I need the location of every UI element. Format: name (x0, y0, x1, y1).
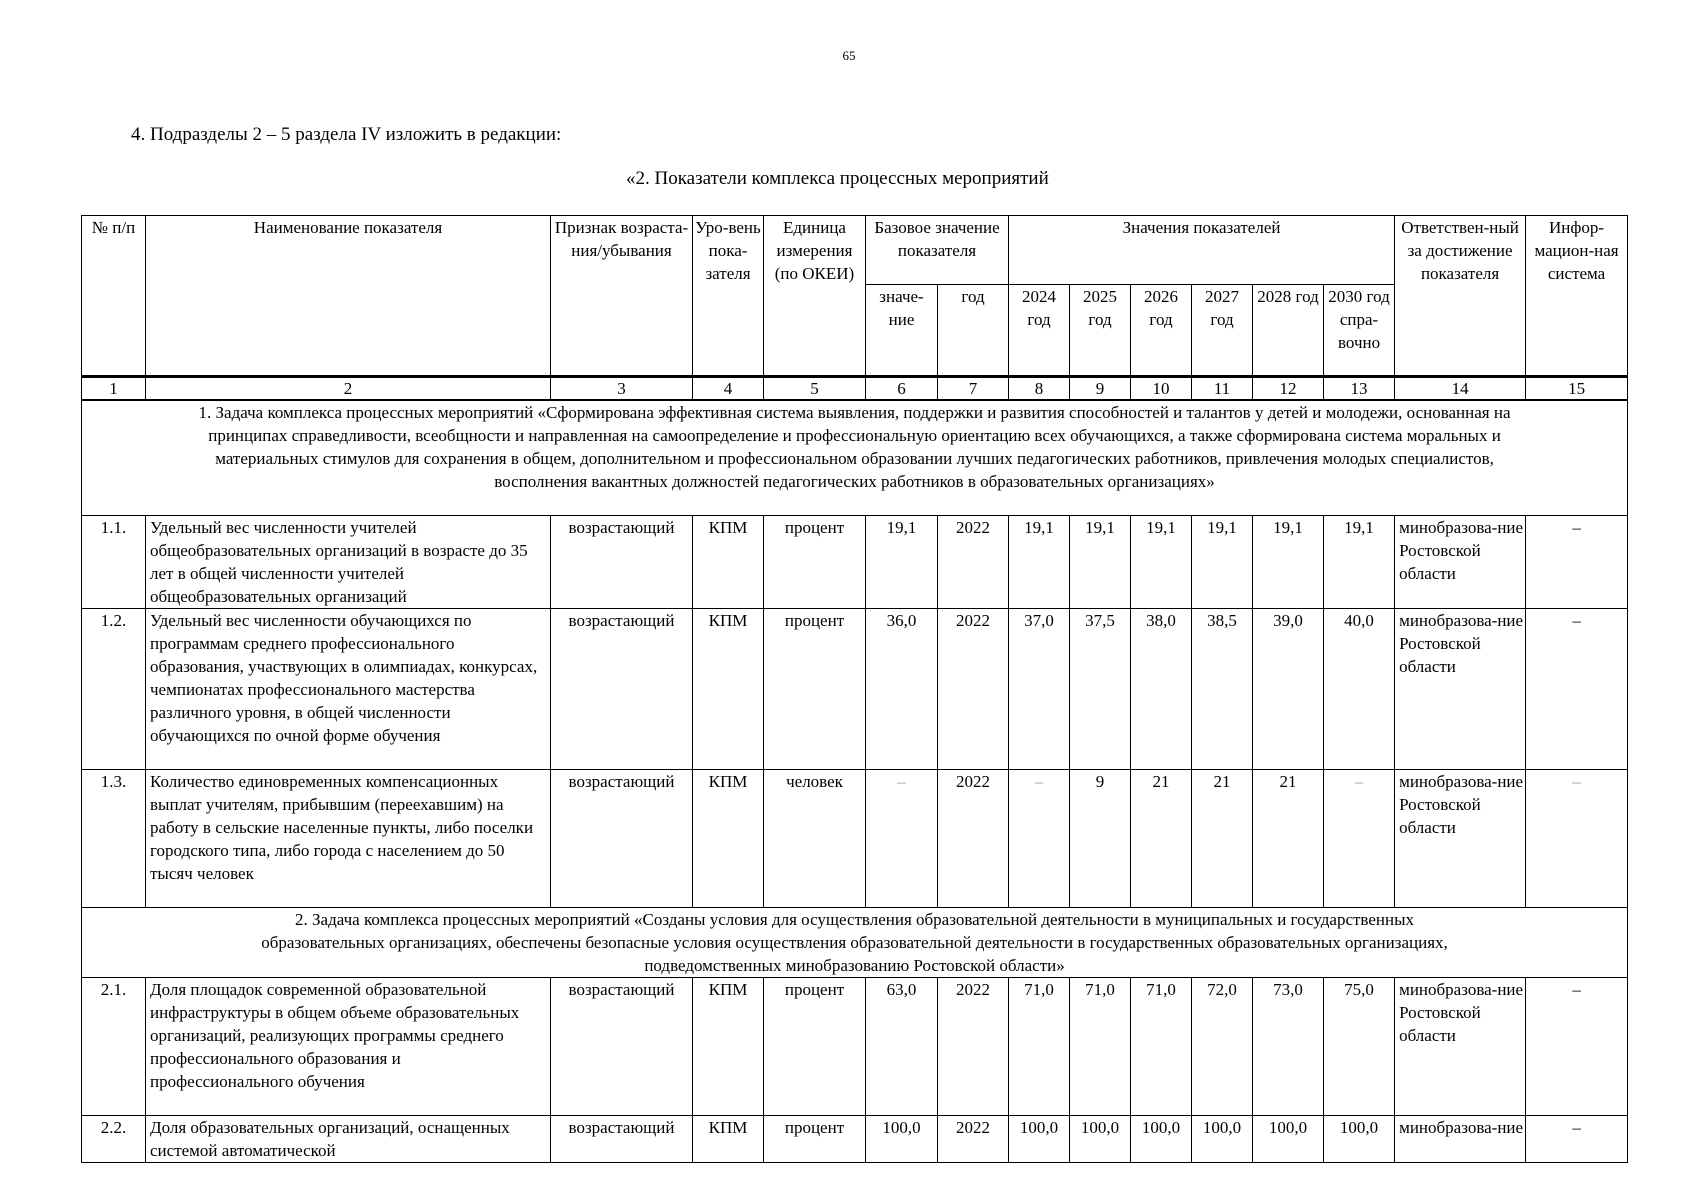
base-year: 2022 (938, 769, 1009, 907)
value-2030: 75,0 (1324, 977, 1395, 1115)
row-num: 2.2. (82, 1115, 146, 1162)
value-2028: 21 (1253, 769, 1324, 907)
value-2030: – (1324, 769, 1395, 907)
value-2028: 73,0 (1253, 977, 1324, 1115)
header-values: Значения показателей (1009, 216, 1395, 285)
header-unit: Единица измерения (по ОКЕИ) (764, 216, 866, 377)
value-2026: 38,0 (1131, 608, 1192, 769)
table-row (82, 515, 1628, 608)
value-2025: 37,5 (1070, 608, 1131, 769)
indicator-sign: возрастающий (551, 977, 693, 1115)
indicator-sign: возрастающий (551, 1115, 693, 1162)
value-2026: 100,0 (1131, 1115, 1192, 1162)
base-value: 100,0 (866, 1115, 938, 1162)
section-title: «2. Показатели комплекса процессных мероприятий (626, 168, 1049, 189)
base-value: 63,0 (866, 977, 938, 1115)
page-number: 65 (842, 48, 856, 63)
column-number: 2 (146, 377, 551, 401)
value-2026: 21 (1131, 769, 1192, 907)
value-2025: 100,0 (1070, 1115, 1131, 1162)
value-2025: 9 (1070, 769, 1131, 907)
column-number: 15 (1526, 377, 1628, 401)
table-row (82, 608, 1628, 769)
indicator-sign: возрастающий (551, 608, 693, 769)
responsible: минобразова-ние Ростовской области (1395, 977, 1526, 1115)
value-2024: 71,0 (1009, 977, 1070, 1115)
column-number: 13 (1324, 377, 1395, 401)
row-num: 1.2. (82, 608, 146, 769)
value-2030: 100,0 (1324, 1115, 1395, 1162)
header-level: Уро-вень пока-зателя (693, 216, 764, 377)
indicator-level: КПМ (693, 769, 764, 907)
column-number: 3 (551, 377, 693, 401)
task-title: 1. Задача комплекса процессных мероприятий «Сформирована эффективная система выявления, поддержки и развития способностей и талантов у детей и молодежи, основанная на принципах справедливости, всеобщности и направленная на самоопределение и профессиональную ориентацию всех обучающихся, а также сформирована система моральных и материальных стимулов для сохранения в общем, дополнительном и профессиональном образовании лучших педагогических работников, привлечения молодых специалистов, восполнения вакантных должностей педагогических работников в образовательных организациях» (82, 400, 1628, 515)
responsible: минобразова-ние (1395, 1115, 1526, 1162)
info-system: – (1526, 977, 1628, 1115)
header-2025: 2025 год (1070, 285, 1131, 377)
value-2027: 19,1 (1192, 515, 1253, 608)
base-year: 2022 (938, 515, 1009, 608)
value-2030: 19,1 (1324, 515, 1395, 608)
column-number: 14 (1395, 377, 1526, 401)
column-number: 10 (1131, 377, 1192, 401)
value-2026: 71,0 (1131, 977, 1192, 1115)
row-num: 1.3. (82, 769, 146, 907)
header-name: Наименование показателя (146, 216, 551, 377)
header-2026: 2026 год (1131, 285, 1192, 377)
indicator-unit: процент (764, 977, 866, 1115)
task-row (82, 907, 1628, 977)
value-2027: 38,5 (1192, 608, 1253, 769)
header-resp: Ответствен-ный за достижение показателя (1395, 216, 1526, 377)
header-info: Инфор-мацион-ная система (1526, 216, 1628, 377)
value-2027: 21 (1192, 769, 1253, 907)
indicator-level: КПМ (693, 1115, 764, 1162)
intro-text: 4. Подразделы 2 – 5 раздела IV изложить в редакции: (131, 124, 562, 145)
base-year: 2022 (938, 1115, 1009, 1162)
column-number: 12 (1253, 377, 1324, 401)
info-system: – (1526, 515, 1628, 608)
base-value: 36,0 (866, 608, 938, 769)
header-sign: Признак возраста-ния/убывания (551, 216, 693, 377)
header-2028: 2028 год (1253, 285, 1324, 377)
table-row (82, 1115, 1628, 1162)
table-row (82, 769, 1628, 907)
value-2028: 19,1 (1253, 515, 1324, 608)
column-number: 9 (1070, 377, 1131, 401)
indicator-unit: процент (764, 1115, 866, 1162)
responsible: минобразова-ние Ростовской области (1395, 769, 1526, 907)
column-number: 1 (82, 377, 146, 401)
indicator-unit: процент (764, 608, 866, 769)
header-num: № п/п (82, 216, 146, 377)
row-num: 2.1. (82, 977, 146, 1115)
indicator-name: Доля образовательных организаций, оснащенных системой автоматической (146, 1115, 551, 1162)
column-number: 6 (866, 377, 938, 401)
responsible: минобразова-ние Ростовской области (1395, 608, 1526, 769)
indicator-name: Удельный вес численности учителей общеобразовательных организаций в возрасте до 35 лет в общей численности учителей общеобразовательных организаций (146, 515, 551, 608)
table-header (82, 216, 1628, 401)
header-base-year: год (938, 285, 1009, 377)
indicator-sign: возрастающий (551, 769, 693, 907)
value-2030: 40,0 (1324, 608, 1395, 769)
base-year: 2022 (938, 977, 1009, 1115)
indicator-unit: человек (764, 769, 866, 907)
value-2024: 37,0 (1009, 608, 1070, 769)
value-2026: 19,1 (1131, 515, 1192, 608)
value-2024: – (1009, 769, 1070, 907)
column-number: 8 (1009, 377, 1070, 401)
header-base: Базовое значение показателя (866, 216, 1009, 285)
value-2027: 72,0 (1192, 977, 1253, 1115)
indicator-level: КПМ (693, 977, 764, 1115)
task-row (82, 400, 1628, 515)
column-number: 7 (938, 377, 1009, 401)
value-2025: 71,0 (1070, 977, 1131, 1115)
indicator-level: КПМ (693, 515, 764, 608)
indicator-sign: возрастающий (551, 515, 693, 608)
value-2025: 19,1 (1070, 515, 1131, 608)
indicator-level: КПМ (693, 608, 764, 769)
responsible: минобразова-ние Ростовской области (1395, 515, 1526, 608)
base-value: – (866, 769, 938, 907)
info-system: – (1526, 769, 1628, 907)
indicator-name: Количество единовременных компенсационных выплат учителям, прибывшим (переехавшим) на работу в сельские населенные пункты, либо поселки городского типа, либо города с населением до 50 тысяч человек (146, 769, 551, 907)
column-numbers-row (82, 377, 1628, 401)
indicator-name: Доля площадок современной образовательной инфраструктуры в общем объеме образовательных организаций, реализующих программы среднего профессионального образования и профессионального обучения (146, 977, 551, 1115)
value-2028: 100,0 (1253, 1115, 1324, 1162)
header-base-value: значе-ние (866, 285, 938, 377)
value-2028: 39,0 (1253, 608, 1324, 769)
indicators-table (81, 215, 1628, 1163)
info-system: – (1526, 1115, 1628, 1162)
header-2030: 2030 год спра-вочно (1324, 285, 1395, 377)
task-title: 2. Задача комплекса процессных мероприятий «Созданы условия для осуществления образовательной деятельности в муниципальных и государственных образовательных организациях, обеспечены безопасные условия осуществления образовательной деятельности в государственных образовательных организациях, подведомственных минобразованию Ростовской области» (82, 907, 1628, 977)
value-2027: 100,0 (1192, 1115, 1253, 1162)
base-value: 19,1 (866, 515, 938, 608)
column-number: 11 (1192, 377, 1253, 401)
column-number: 5 (764, 377, 866, 401)
table-row (82, 977, 1628, 1115)
indicator-name: Удельный вес численности обучающихся по программам среднего профессионального образования, участвующих в олимпиадах, конкурсах, чемпионатах профессионального мастерства различного уровня, в общей численности обучающихся по очной форме обучения (146, 608, 551, 769)
indicator-unit: процент (764, 515, 866, 608)
row-num: 1.1. (82, 515, 146, 608)
value-2024: 100,0 (1009, 1115, 1070, 1162)
info-system: – (1526, 608, 1628, 769)
column-number: 4 (693, 377, 764, 401)
value-2024: 19,1 (1009, 515, 1070, 608)
base-year: 2022 (938, 608, 1009, 769)
header-2024: 2024 год (1009, 285, 1070, 377)
header-2027: 2027 год (1192, 285, 1253, 377)
